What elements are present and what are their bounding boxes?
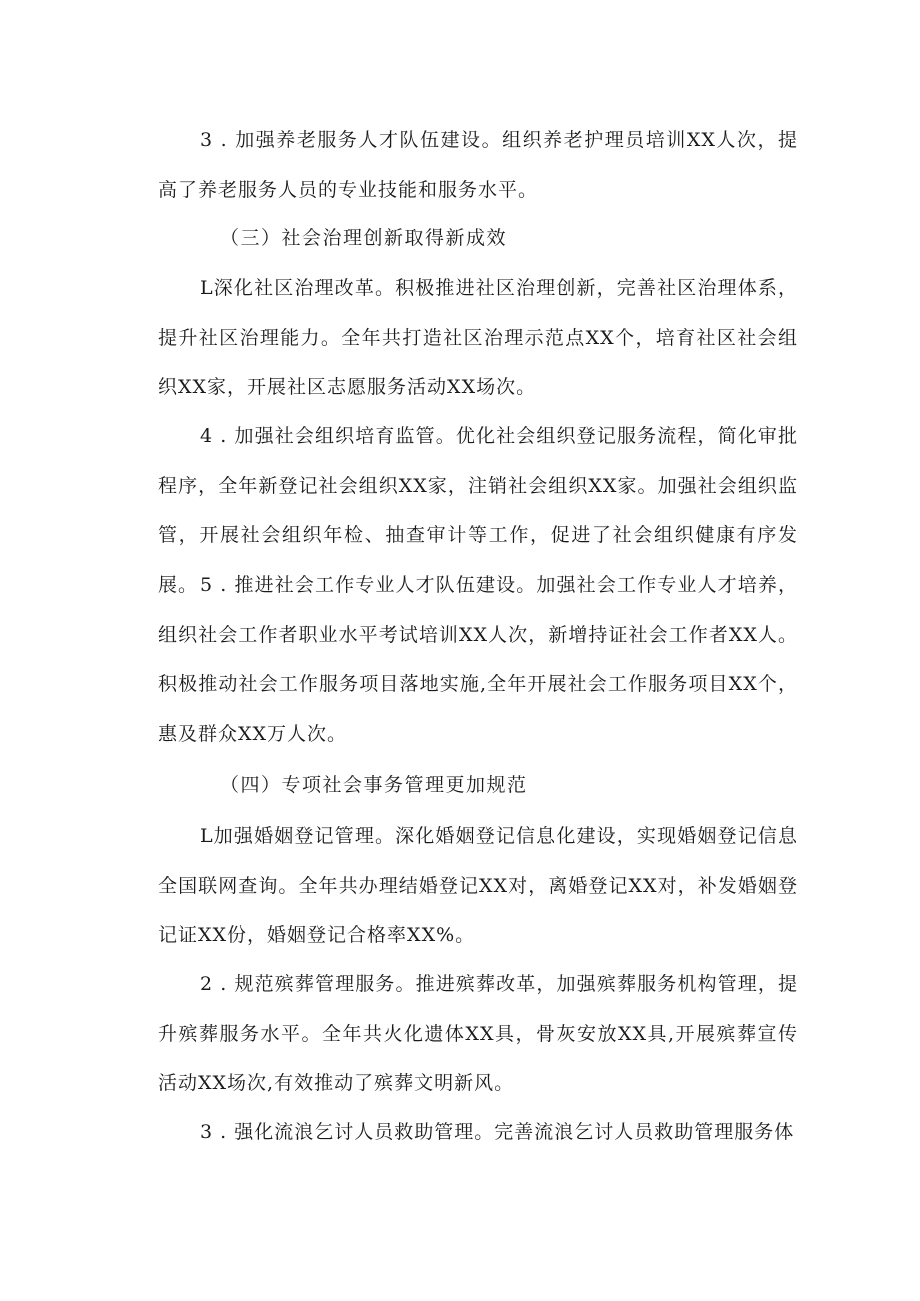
paragraph-social-work-talent: 5 . 推进社会工作专业人才队伍建设。加强社会工作专业人才培养，组织社会工作者职业水平考试培训XX人次，新增持证社会工作者XX人。积极推动社会工作服务项目落地实施,全年开展社会工作服务项目XX个，惠及群众XX万人次。 [158, 574, 798, 745]
paragraph-elderly-care-talent: 3 . 加强养老服务人才队伍建设。组织养老护理员培训XX人次，提高了养老服务人员的专业技能和服务水平。 [158, 129, 798, 201]
paragraph-social-organizations: 4 . 加强社会组织培育监管。优化社会组织登记服务流程，简化审批程序，全年新登记社会组织XX家，注销社会组织XX家。加强社会组织监管，开展社会组织年检、抽查审计等工作，促进了社会组织健康有序发展。 [158, 425, 798, 596]
paragraph-vagrant-relief: 3 . 强化流浪乞讨人员救助管理。完善流浪乞讨人员救助管理服务体 [200, 1121, 795, 1143]
paragraph-marriage-registration: L加强婚姻登记管理。深化婚姻登记信息化建设，实现婚姻登记信息全国联网查询。全年共办理结婚登记XX对，离婚登记XX对，补发婚姻登记证XX份，婚姻登记合格率XX%。 [158, 825, 798, 946]
paragraph-funeral-management: 2 . 规范殡葬管理服务。推进殡葬改革，加强殡葬服务机构管理，提升殡葬服务水平。全年共火化遗体XX具，骨灰安放XX具,开展殡葬宣传活动XX场次,有效推动了殡葬文明新风。 [158, 973, 798, 1094]
section-heading-social-governance: （三）社会治理创新取得新成效 [220, 227, 508, 249]
paragraph-community-governance: L深化社区治理改革。积极推进社区治理创新，完善社区治理体系，提升社区治理能力。全年共打造社区治理示范点XX个，培育社区社会组织XX家，开展社区志愿服务活动XX场次。 [158, 277, 798, 398]
section-heading-special-affairs: （四）专项社会事务管理更加规范 [220, 774, 528, 796]
